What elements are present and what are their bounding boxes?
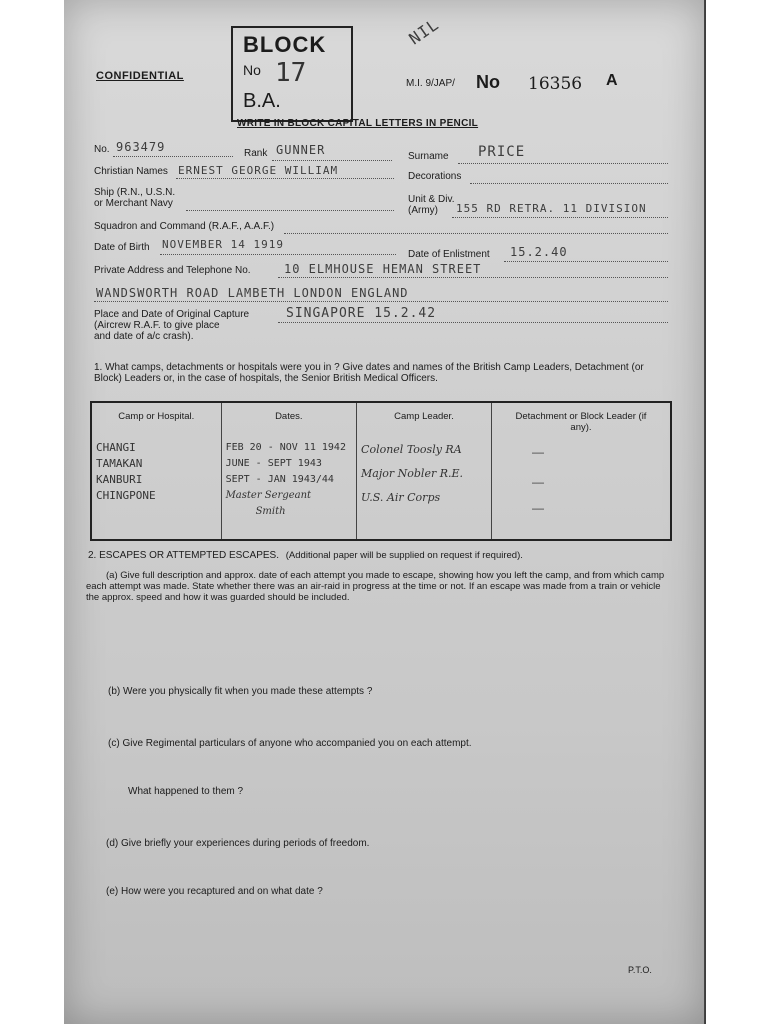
squadron-label: Squadron and Command (R.A.F., A.A.F.) — [94, 221, 275, 232]
stamp-no-label: No — [243, 62, 261, 78]
camps-column — [91, 440, 221, 540]
capture-label-line3: and date of a/c crash). — [94, 331, 194, 342]
ship-label-line1: Ship (R.N., U.S.N. — [94, 187, 176, 198]
address-label: Private Address and Telephone No. — [94, 265, 251, 276]
capture-label-line2: (Aircrew R.A.F. to give place — [94, 320, 220, 331]
enlistment-value: 15.2.40 — [510, 245, 568, 259]
camp-entry: CHANGI — [96, 441, 136, 454]
surname-value: PRICE — [478, 144, 526, 160]
no-value: 963479 — [116, 140, 166, 154]
rank-value: GUNNER — [276, 143, 326, 157]
leader-entry: U.S. Air Corps — [361, 491, 441, 504]
detachment-entry: — — [531, 445, 544, 459]
date-entry: FEB 20 - NOV 11 1942 — [225, 442, 346, 453]
col-header-detachment: Detachment or Block Leader (if any). — [491, 402, 671, 440]
section2-question-d: (d) Give briefly your experiences during periods of freedom. — [106, 838, 370, 849]
date-entry: JUNE - SEPT 1943 — [225, 458, 322, 469]
christian-names-value: ERNEST GEORGE WILLIAM — [178, 164, 339, 177]
leader-entry: Colonel Toosly RA — [361, 443, 462, 456]
mi-reference: M.I. 9/JAP/ — [406, 78, 455, 89]
unit-label-line1: Unit & Div. — [408, 194, 455, 205]
surname-label: Surname — [408, 151, 449, 162]
margin-scrawl: NIL — [405, 14, 443, 49]
rank-label: Rank — [244, 148, 268, 159]
detachment-entry: — — [531, 475, 544, 489]
unit-label-line2: (Army) — [408, 205, 438, 216]
decorations-label: Decorations — [408, 171, 462, 182]
col-header-camp-leader: Camp Leader. — [357, 402, 492, 440]
section2-question-e: (e) How were you recaptured and on what date ? — [106, 886, 323, 897]
instruction-line: WRITE IN BLOCK CAPITAL LETTERS IN PENCIL — [237, 118, 479, 129]
confidential-label: CONFIDENTIAL — [96, 70, 184, 82]
pto-label: P.T.O. — [628, 965, 652, 975]
section2-question-c: (c) Give Regimental particulars of anyone who accompanied you on each attempt. — [108, 738, 472, 749]
dob-label: Date of Birth — [94, 242, 150, 253]
ship-label-line2: or Merchant Navy — [94, 198, 173, 209]
dates-column — [221, 440, 356, 540]
camp-leader-column — [357, 440, 492, 540]
dob-value: NOVEMBER 14 1919 — [162, 238, 284, 251]
section2-question-c-sub: What happened to them ? — [128, 786, 244, 797]
section2-note: (Additional paper will be supplied on request if required). — [285, 550, 523, 561]
serial-number: 16356 — [528, 74, 583, 94]
address-line2: WANDSWORTH ROAD LAMBETH LONDON ENGLAND — [96, 286, 409, 300]
leader-entry: Major Nobler R.E. — [361, 467, 464, 480]
col-header-dates: Dates. — [221, 402, 356, 440]
camp-entry: KANBURI — [96, 473, 143, 486]
serial-no-label: No — [476, 72, 500, 92]
unit-value: 155 RD RETRA. 11 DIVISION — [456, 202, 647, 215]
capture-value: SINGAPORE 15.2.42 — [286, 306, 437, 321]
section2-title: 2. ESCAPES OR ATTEMPTED ESCAPES. — [88, 550, 279, 561]
camp-entry: CHINGPONE — [96, 489, 156, 502]
address-line1: 10 ELMHOUSE HEMAN STREET — [284, 262, 482, 276]
enlistment-label: Date of Enlistment — [408, 249, 490, 260]
camp-entry: TAMAKAN — [96, 457, 143, 470]
serial-suffix: A — [606, 72, 618, 89]
section1-question: 1. What camps, detachments or hospitals were you in ? Give dates and names of the British Camp Leaders, Detachment (or Block) Leaders or, in the case of hospitals, the Senior British Medical Officers. — [94, 362, 644, 384]
capture-label-line1: Place and Date of Original Capture — [94, 309, 250, 320]
section2-question-b: (b) Were you physically fit when you made these attempts ? — [108, 686, 373, 697]
christian-names-label: Christian Names — [94, 166, 168, 177]
detachment-entry: — — [531, 501, 544, 515]
date-entry: SEPT - JAN 1943/44 — [225, 474, 334, 485]
no-label: No. — [94, 144, 110, 155]
block-stamp — [231, 26, 353, 122]
stamp-block-number: 17 — [275, 58, 307, 88]
section2-question-a: (a) Give full description and approx. date of each attempt you made to escape, showing how you left the camp, and from which camp each attempt was made. State whether there was an air-raid in progress at the time or not. If an escape was made from a train or vehicle the approx. speed and how it was guarded should be included. — [86, 570, 665, 603]
detachment-column — [491, 440, 671, 540]
stamp-block-text: BLOCK — [243, 32, 327, 57]
camps-table — [90, 401, 672, 541]
date-entry: Master Sergeant — [225, 490, 312, 501]
date-entry: Smith — [255, 506, 286, 517]
stamp-ba-text: B.A. — [243, 90, 281, 112]
section2-heading — [88, 550, 523, 562]
col-header-camp: Camp or Hospital. — [118, 411, 195, 422]
